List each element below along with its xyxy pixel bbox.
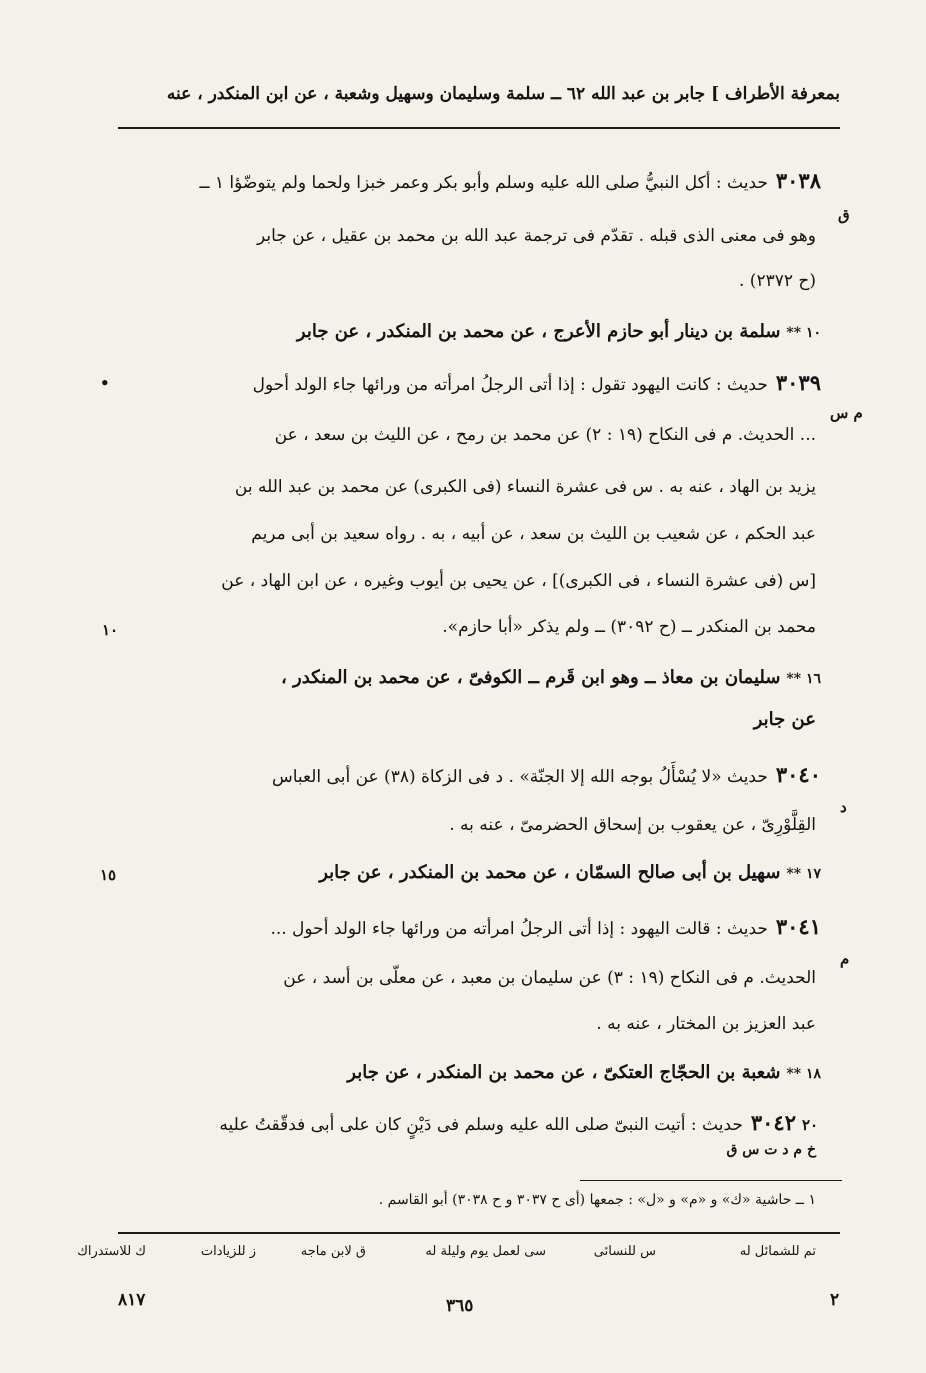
entry-number: ٣٠٤١: [775, 914, 821, 939]
page-number-center: ٣٦٥: [446, 1296, 474, 1316]
entry-3038-sigla: ق: [838, 206, 850, 224]
legend-rule: [118, 1232, 840, 1234]
entry-3039-line-6: محمد بن المنكدر ــ (ح ٣٠٩٢) ــ ولم يذكر «أبا حازم».: [442, 617, 816, 637]
footnote-rule: [580, 1180, 842, 1181]
entry-3038-line-1: ٣٠٣٨حديث : أكل النبيُّ صلى الله عليه وسلم وأبو بكر وعمر خبزا ولحما ولم يتوضّؤا ١ ــ: [199, 168, 821, 193]
margin-line-number: ١٥: [100, 866, 117, 884]
entry-3040-line-1: ٣٠٤٠حديث «لا يُسْأَلُ بوجه الله إلا الجنّة» . د فى الزكاة (٣٨) عن أبى العباس: [271, 762, 821, 787]
legend-item: سى لعمل يوم وليلة له: [425, 1244, 546, 1259]
legend-item: س للنسائى: [593, 1244, 656, 1259]
entry-3038-line-3: (ح ٢٣٧٢) .: [739, 271, 816, 291]
legend-item: تم للشمائل له: [739, 1244, 816, 1259]
entry-3039-line-3: يزيد بن الهاد ، عنه به . س فى عشرة النساء (فى الكبرى) عن محمد بن عبد الله بن: [234, 477, 816, 497]
entry-3040-sigla: د: [840, 798, 847, 816]
section-heading: ١٧ **سهيل بن أبى صالح السمّان ، عن محمد بن المنكدر ، عن جابر: [319, 862, 821, 883]
entry-3039-line-4: عبد الحكم ، عن شعيب بن الليث بن سعد ، عن أبيه ، به . رواه سعيد بن أبى مريم: [251, 524, 816, 544]
margin-line-number: ٢٠: [802, 1116, 819, 1134]
header-rule: [118, 127, 840, 129]
entry-3041-line-2: الحديث. م فى النكاح (١٩ : ٣) عن سليمان بن معبد ، عن معلّى بن أسد ، عن: [283, 968, 816, 988]
header-text: بمعرفة الأطراف ] جابر بن عبد الله ٦٢ ــ سلمة وسليمان وسهيل وشعبة ، عن ابن المنكدر ، عنه: [166, 84, 840, 104]
entry-number: ٣٠٣٩: [775, 370, 821, 395]
margin-bullet: •: [100, 374, 110, 392]
legend-item: ك للاستدراك: [77, 1244, 146, 1259]
entry-number: ٣٠٤٠: [775, 762, 821, 787]
entry-3042-line-1: ٣٠٤٢حديث : أتيت النبىّ صلى الله عليه وسلم فى دَيْنٍ كان على أبى فدقّقتُ عليه: [219, 1110, 796, 1135]
entry-3041-line-3: عبد العزيز بن المختار ، عنه به .: [596, 1014, 816, 1034]
entry-3041-line-1: ٣٠٤١حديث : قالت اليهود : إذا أتى الرجلُ امرأته من ورائها جاء الولد أحول ...: [270, 914, 821, 939]
entry-3042-sigla: خ م د ت س ق: [726, 1142, 816, 1158]
entry-3039-line-1: ٣٠٣٩حديث : كانت اليهود تقول : إذا أتى الرجلُ امرأته من ورائها جاء الولد أحول: [252, 370, 821, 395]
entry-number: ٣٠٣٨: [775, 168, 821, 193]
footnote: ١ ــ حاشية «ك» و «م» و «ل» : جمعها (أى ح ٣٠٣٧ و ح ٣٠٣٨) أبو القاسم .: [378, 1192, 816, 1208]
entry-3038-line-2: وهو فى معنى الذى قبله . تقدّم فى ترجمة عبد الله بن محمد بن عقيل ، عن جابر: [256, 226, 816, 246]
legend-item: ق لابن ماجه: [300, 1244, 366, 1259]
section-heading: ١٦ **سليمان بن معاذ ــ وهو ابن قَرم ــ الكوفىّ ، عن محمد بن المنكدر ،: [280, 667, 821, 688]
entry-3039-line-2: ... الحديث. م فى النكاح (١٩ : ٢) عن محمد بن رمح ، عن الليث بن سعد ، عن: [274, 425, 816, 445]
legend-item: ز للزيادات: [200, 1244, 256, 1259]
entry-3039-sigla: م س: [830, 404, 863, 422]
section-heading: ١٨ **شعبة بن الحجّاج العتكىّ ، عن محمد بن المنكدر ، عن جابر: [347, 1062, 821, 1083]
page-number-right: ٢: [830, 1290, 840, 1310]
entry-number: ٣٠٤٢: [750, 1110, 796, 1135]
entry-3040-line-2: القِلَّوْرِىّ ، عن يعقوب بن إسحاق الحضرمىّ ، عنه به .: [449, 815, 816, 835]
margin-line-number: ١٠: [102, 621, 119, 639]
entry-3039-line-5: [س (فى عشرة النساء ، فى الكبرى)] ، عن يحيى بن أيوب وغيره ، عن ابن الهاد ، عن: [221, 571, 816, 591]
section-heading: ١٠ **سلمة بن دينار أبو حازم الأعرج ، عن محمد بن المنكدر ، عن جابر: [296, 321, 821, 342]
running-header: [118, 84, 840, 120]
section-heading-cont: عن جابر: [753, 709, 816, 730]
entry-3041-sigla: م: [840, 950, 850, 968]
page-number-left: ٨١٧: [118, 1290, 146, 1310]
